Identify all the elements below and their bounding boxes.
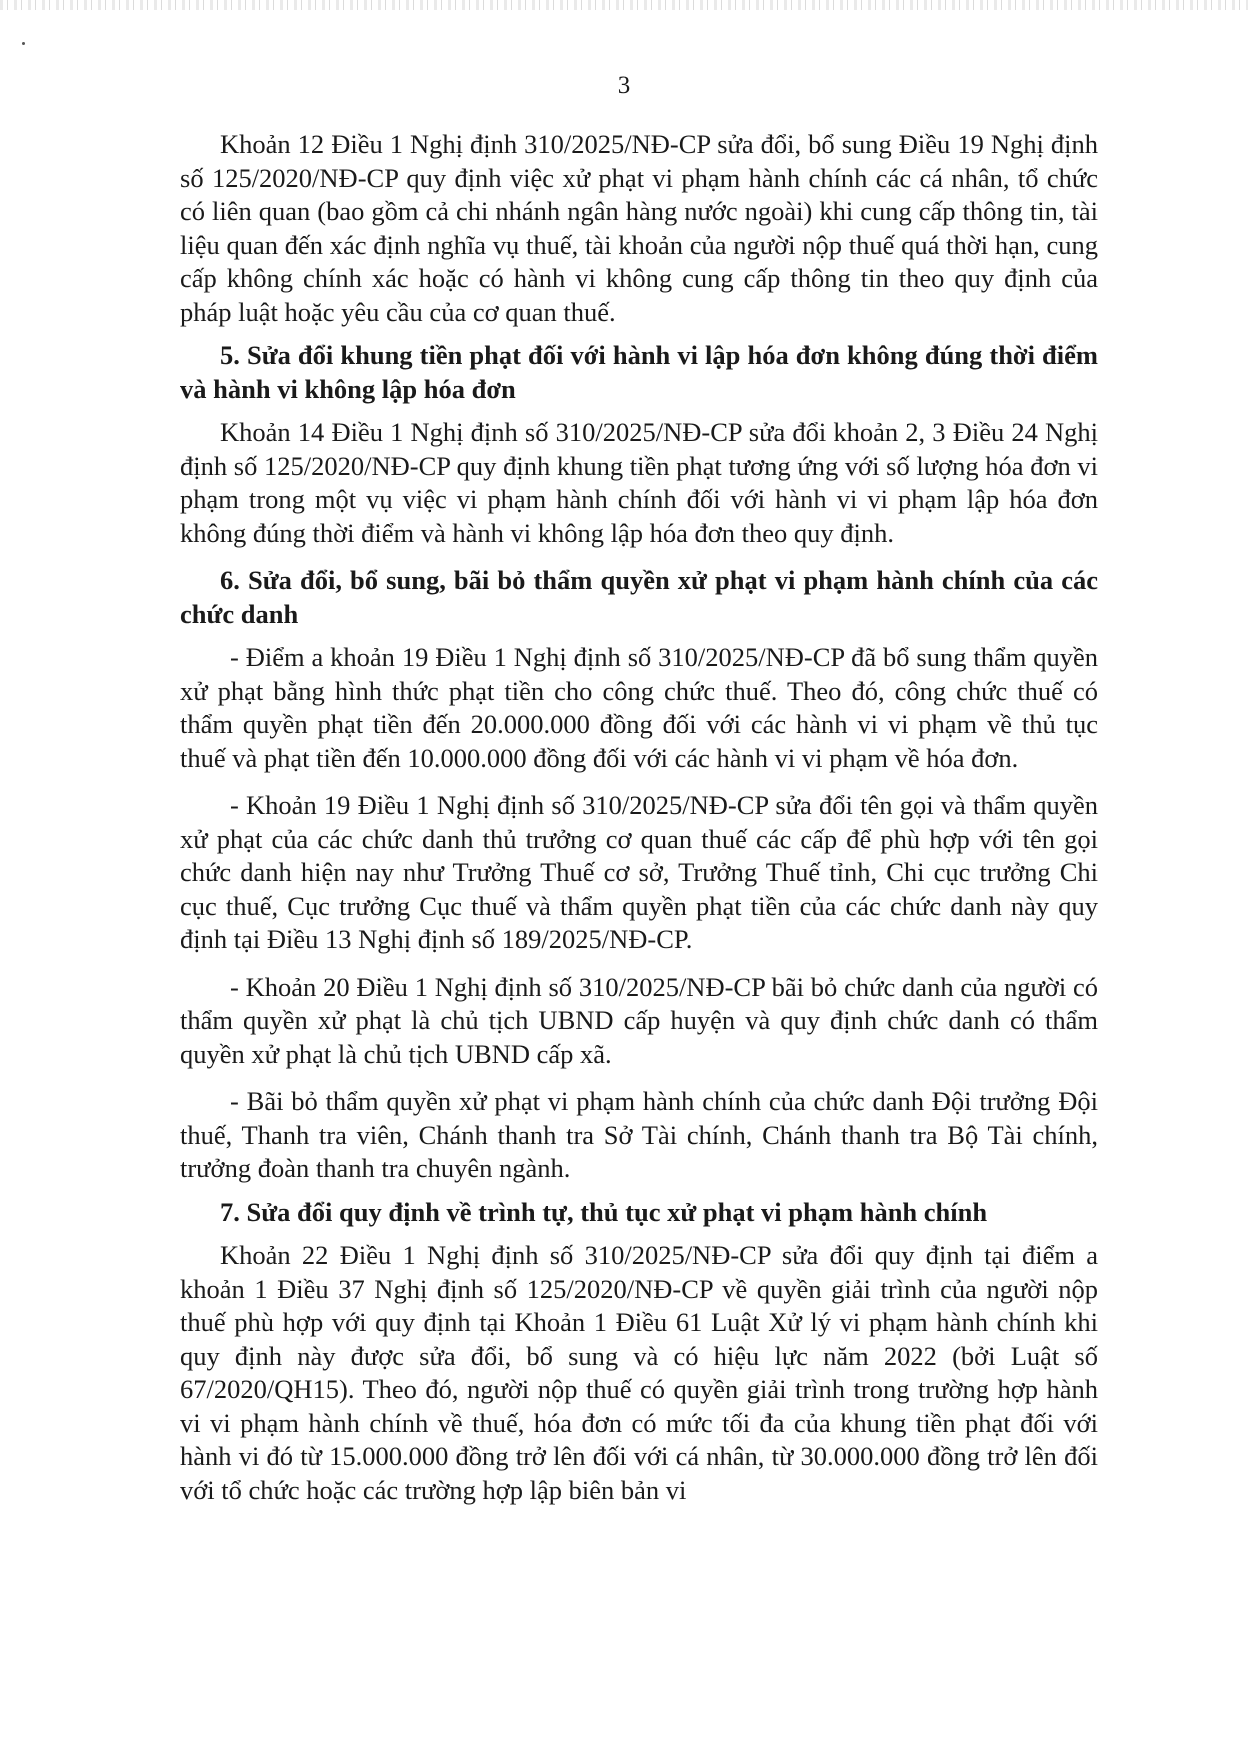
page-number: 3 [617,72,631,99]
heading-section-7: 7. Sửa đổi quy định về trình tự, thủ tục xử phạt vi phạm hành chính [220,1196,988,1227]
bullet-khoan-20: - Khoản 20 Điều 1 Nghị định số 310/2025/NĐ-CP bãi bỏ chức danh của người có thẩm quyền xử phạt là chủ tịch UBND cấp huyện và quy định chức danh có thẩm quyền xử phạt là chủ tịch UBND cấp xã. [180,971,1098,1069]
bullet-khoan-19: - Khoản 19 Điều 1 Nghị định số 310/2025/NĐ-CP sửa đổi tên gọi và thẩm quyền xử phạt của các chức danh thủ trưởng cơ quan thuế các cấp để phù hợp với tên gọi chức danh hiện nay như Trưởng Thuế cơ sở, Trưởng Thuế tỉnh, Chi cục trưởng Chi cục thuế, Cục trưởng Cục thuế và thẩm quyền phạt tiền của các chức danh này quy định tại Điều 13 Nghị định số 189/2025/NĐ-CP. [180,790,1098,954]
paragraph-khoan-14: Khoản 14 Điều 1 Nghị định số 310/2025/NĐ-CP sửa đổi khoản 2, 3 Điều 24 Nghị định số 125/2020/NĐ-CP quy định khung tiền phạt tương ứng với số lượng hóa đơn vi phạm trong một vụ việc vi phạm hành chính đối với hành vi vi phạm lập hóa đơn không đúng thời điểm và hành vi không lập hóa đơn theo quy định. [180,417,1098,548]
paragraph-khoan-22: Khoản 22 Điều 1 Nghị định số 310/2025/NĐ-CP sửa đổi quy định tại điểm a khoản 1 Điều 37 Nghị định số 125/2020/NĐ-CP về quyền giải trình của người nộp thuế phù hợp với quy định tại Khoản 1 Điều 61 Luật Xử lý vi phạm hành chính khi quy định này được sửa đổi, bổ sung và có hiệu lực năm 2022 (bởi Luật số 67/2020/QH15). Theo đó, người nộp thuế có quyền giải trình trong trường hợp hành vi vi phạm hành chính về thuế, hóa đơn có mức tối đa của khung tiền phạt đối với hành vi đó từ 15.000.000 đồng trở lên đối với cá nhân, từ 30.000.000 đồng trở lên đối với tổ chức hoặc các trường hợp lập biên bản vi [180,1240,1098,1505]
document-body [180,128,1098,1507]
heading-section-6: 6. Sửa đổi, bổ sung, bãi bỏ thẩm quyền xử phạt vi phạm hành chính của các chức danh [180,565,1098,629]
scan-edge-artifact [0,0,1248,10]
scan-speck [22,42,25,45]
paragraph-khoan-12: Khoản 12 Điều 1 Nghị định 310/2025/NĐ-CP sửa đổi, bổ sung Điều 19 Nghị định số 125/2020/NĐ-CP quy định việc xử phạt vi phạm hành chính các cá nhân, tổ chức có liên quan (bao gồm cả chi nhánh ngân hàng nước ngoài) khi cung cấp thông tin, tài liệu quan đến xác định nghĩa vụ thuế, tài khoản của người nộp thuế quá thời hạn, cung cấp không chính xác hoặc có hành vi không cung cấp thông tin theo quy định của pháp luật hoặc yêu cầu của cơ quan thuế. [180,129,1098,327]
heading-section-5: 5. Sửa đổi khung tiền phạt đối với hành vi lập hóa đơn không đúng thời điểm và hành vi không lập hóa đơn [180,340,1098,404]
bullet-bai-bo-tham-quyen: - Bãi bỏ thẩm quyền xử phạt vi phạm hành chính của chức danh Đội trưởng Đội thuế, Thanh tra viên, Chánh thanh tra Sở Tài chính, Chánh thanh tra Bộ Tài chính, trưởng đoàn thanh tra chuyên ngành. [180,1086,1098,1183]
bullet-diem-a-khoan-19: - Điểm a khoản 19 Điều 1 Nghị định số 310/2025/NĐ-CP đã bổ sung thẩm quyền xử phạt bằng hình thức phạt tiền cho công chức thuế. Theo đó, công chức thuế có thẩm quyền phạt tiền đến 20.000.000 đồng đối với các hành vi vi phạm về thủ tục thuế và phạt tiền đến 10.000.000 đồng đối với các hành vi vi phạm về hóa đơn. [180,642,1098,773]
